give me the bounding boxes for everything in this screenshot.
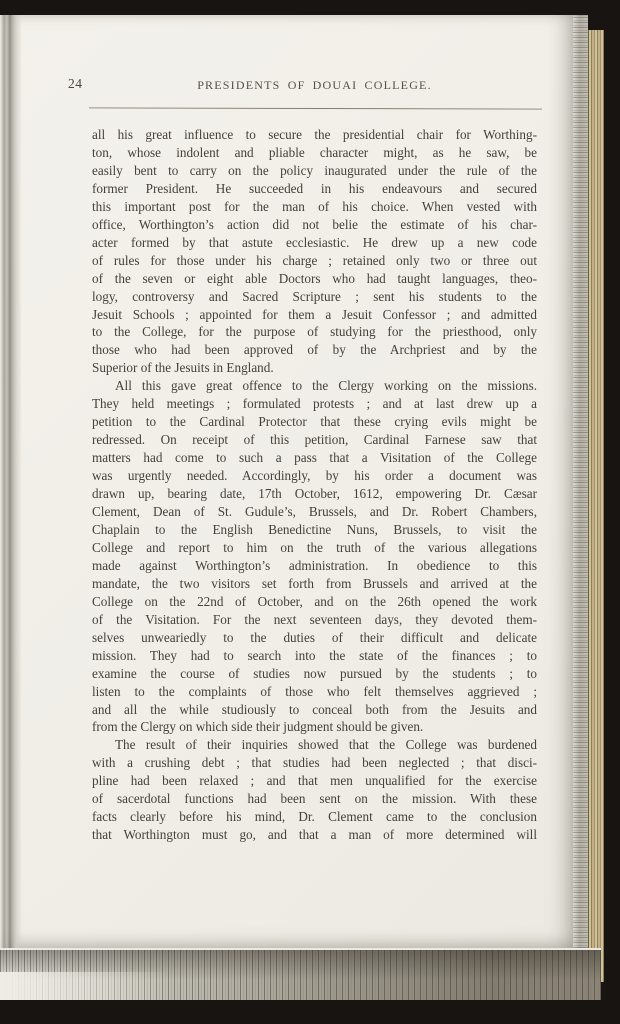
text-line: Chaplain to the English Benedictine Nuns, Brussels, to visit the: [92, 521, 537, 537]
paragraph: [92, 126, 537, 377]
text-line: logy, controversy and Sacred Scripture ; sent his students to the: [92, 288, 537, 304]
text-line: acter formed by that astute ecclesiastic. He drew up a new code: [92, 234, 537, 250]
text-line: drawn up, bearing date, 17th October, 1612, empowering Dr. Cæsar: [92, 486, 537, 502]
text-line: The result of their inquiries showed that the College was burdened: [115, 737, 537, 753]
text-line: College on the 22nd of October, and on the 26th opened the work: [92, 593, 537, 609]
gutter-shadow: [0, 15, 22, 948]
text-line: was urgently needed. Accordingly, by his order a document was: [92, 468, 537, 484]
text-line: matters had come to such a pass that a Visitation of the College: [92, 450, 537, 466]
text-line: All this gave great offence to the Clergy working on the missions.: [115, 378, 537, 394]
page-number: 24: [68, 76, 83, 91]
text-line: of rules for those under his charge ; retained only two or three out: [92, 252, 537, 268]
page-text: [92, 126, 537, 844]
text-line: examine the course of studies now pursued by the students ; to: [92, 665, 537, 681]
paragraph: [92, 736, 537, 844]
fore-edge-shadow: [573, 15, 588, 948]
text-line: all his great influence to secure the presidential chair for Worthing-: [92, 127, 537, 142]
page-stack-right-edge: [588, 30, 604, 982]
text-line: Jesuit Schools ; appointed for them a Jesuit Confessor ; and admitted: [92, 306, 537, 322]
header-rule: [89, 107, 542, 109]
running-header: PRESIDENTS OF DOUAI COLLEGE.: [197, 78, 432, 92]
text-line: and all the while studiously to conceal both from the Jesuits and: [92, 701, 537, 717]
text-line: made against Worthington’s administration. In obedience to this: [92, 557, 537, 573]
text-line: former President. He succeeded in his endeavours and secured: [92, 180, 537, 196]
text-line: petition to the Cardinal Protector that these crying evils might be: [92, 414, 537, 430]
text-line: that Worthington must go, and that a man of more determined will: [92, 827, 537, 843]
text-line: selves unweariedly to the duties of their difficult and delicate: [92, 629, 537, 645]
text-line: to the College, for the purpose of studying for the priesthood, only: [92, 324, 537, 340]
paragraph: [92, 377, 537, 736]
bottom-page-sliver: [0, 972, 170, 1000]
text-line: those who had been approved of by the Archpriest and by the: [92, 342, 537, 358]
book-page: [0, 15, 574, 948]
text-line: of the Visitation. For the next seventeen days, they devoted them-: [92, 611, 537, 627]
text-line: ton, whose indolent and pliable character might, as he saw, be: [92, 144, 537, 160]
text-line: from the Clergy on which side their judgment should be given.: [92, 719, 424, 735]
text-line: this important post for the man of his choice. When vested with: [92, 198, 537, 214]
text-line: Superior of the Jesuits in England.: [92, 360, 274, 376]
text-line: office, Worthington’s action did not belie the estimate of his char-: [92, 216, 537, 232]
text-line: with a crushing debt ; that studies had been neglected ; that disci-: [92, 755, 537, 771]
text-line: mission. They had to search into the state of the finances ; to: [92, 647, 537, 663]
text-line: facts clearly before his mind, Dr. Clement came to the conclusion: [92, 809, 537, 825]
text-line: College and report to him on the truth of the various allegations: [92, 539, 537, 555]
text-line: easily bent to carry on the policy inaugurated under the rule of the: [92, 162, 537, 178]
text-line: of the seven or eight able Doctors who had taught languages, theo-: [92, 270, 537, 286]
text-line: listen to the complaints of those who felt themselves aggrieved ;: [92, 683, 537, 699]
text-line: redressed. On receipt of this petition, Cardinal Farnese saw that: [92, 432, 537, 448]
text-line: Clement, Dean of St. Gudule’s, Brussels, and Dr. Robert Chambers,: [92, 504, 537, 520]
text-line: of sacerdotal functions had been sent on the mission. With these: [92, 791, 537, 807]
text-line: They held meetings ; formulated protests ; and at last drew up a: [92, 396, 537, 412]
text-line: mandate, the two visitors set forth from Brussels and arrived at the: [92, 575, 537, 591]
text-line: pline had been relaxed ; and that men unqualified for the exercise: [92, 773, 537, 789]
